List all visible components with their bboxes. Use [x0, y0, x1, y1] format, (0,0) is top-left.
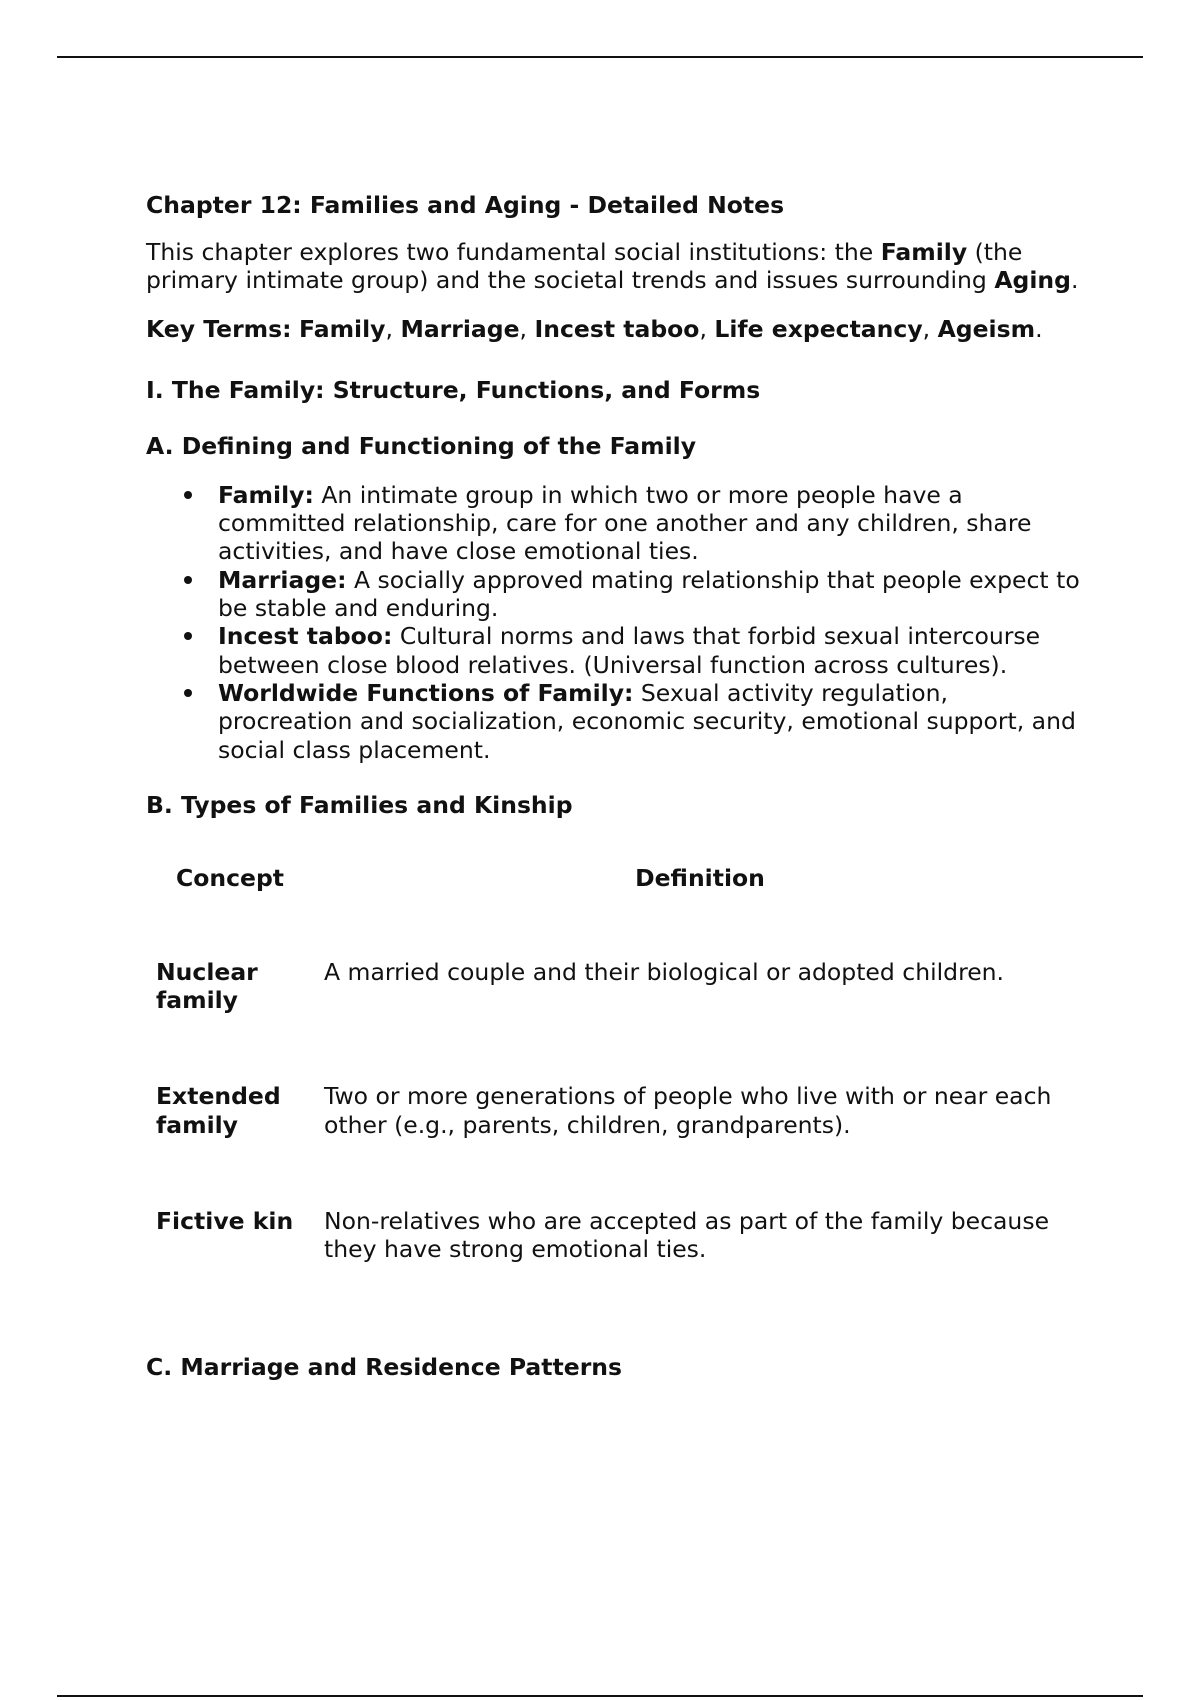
- list-item: [218, 566, 1086, 623]
- list-item-text: Sexual activity regulation, procreation and socialization, economic security, emotional support, and social class placement.: [218, 678, 1076, 764]
- definition-cell: Two or more generations of people who live with or near each other (e.g., parents, children, grandparents).: [324, 1082, 1052, 1139]
- document-body: [146, 190, 1086, 1382]
- section-1-heading: I. The Family: Structure, Functions, and Forms: [146, 375, 761, 404]
- concept-cell: Fictive kin: [156, 1207, 294, 1236]
- list-item-term: Worldwide Functions of Family:: [218, 678, 634, 707]
- page-title: Chapter 12: Families and Aging - Detailed Notes: [146, 191, 785, 219]
- definitions-list: [146, 481, 1086, 764]
- key-term: Ageism: [937, 314, 1036, 343]
- key-terms-label: Key Terms:: [146, 314, 292, 343]
- list-item-text: A socially approved mating relationship that people expect to be stable and enduring.: [218, 565, 1080, 623]
- key-term: Marriage: [400, 314, 520, 343]
- definition-cell: Non-relatives who are accepted as part of the family because they have strong emotional ties.: [324, 1207, 1050, 1264]
- separator: ,: [699, 314, 715, 343]
- intro-text: (the primary intimate group) and the societal trends and issues surrounding: [146, 238, 1023, 295]
- intro-text: .: [1070, 266, 1079, 295]
- separator: ,: [519, 314, 535, 343]
- list-item-text: An intimate group in which two or more people have a committed relationship, care for one another and any children, share activities, and have close emotional ties.: [218, 480, 1032, 566]
- list-item-text: Cultural norms and laws that forbid sexual intercourse between close blood relatives. (Universal function across cultures).: [218, 622, 1041, 679]
- list-item: [218, 622, 1086, 679]
- end-punctuation: .: [1035, 314, 1043, 343]
- table-row: [146, 1054, 1086, 1179]
- intro-aging-term: Aging: [994, 266, 1071, 295]
- table-row: [146, 1179, 1086, 1304]
- intro-paragraph: [146, 238, 1086, 295]
- column-header-concept: Concept: [175, 863, 285, 892]
- definition-cell: A married couple and their biological or adopted children.: [324, 957, 1005, 986]
- intro-text: This chapter explores two fundamental social institutions: the: [146, 238, 881, 266]
- separator: ,: [385, 314, 401, 343]
- table-row: [146, 930, 1086, 1055]
- key-term: Life expectancy: [714, 314, 923, 343]
- section-b-heading: B. Types of Families and Kinship: [146, 790, 573, 819]
- list-item-term: Family:: [218, 480, 314, 509]
- list-item: [218, 481, 1086, 566]
- section-c-heading: C. Marriage and Residence Patterns: [146, 1352, 623, 1381]
- bottom-rule: [57, 1695, 1143, 1697]
- key-terms: [146, 315, 1086, 343]
- top-rule: [57, 56, 1143, 58]
- list-item: [218, 679, 1086, 764]
- table-header-row: [146, 856, 1086, 930]
- intro-family-term: Family: [880, 238, 968, 266]
- list-item-term: Marriage:: [218, 565, 347, 594]
- kinship-table: [146, 856, 1086, 1304]
- key-term: Family: [299, 314, 386, 343]
- separator: ,: [922, 314, 938, 343]
- list-item-term: Incest taboo:: [218, 622, 393, 651]
- concept-cell: Nuclear family: [156, 957, 258, 1015]
- column-header-definition: Definition: [635, 863, 765, 892]
- concept-cell: Extended family: [156, 1082, 281, 1139]
- key-term: Incest taboo: [534, 314, 700, 343]
- section-a-heading: A. Defining and Functioning of the Family: [146, 431, 697, 460]
